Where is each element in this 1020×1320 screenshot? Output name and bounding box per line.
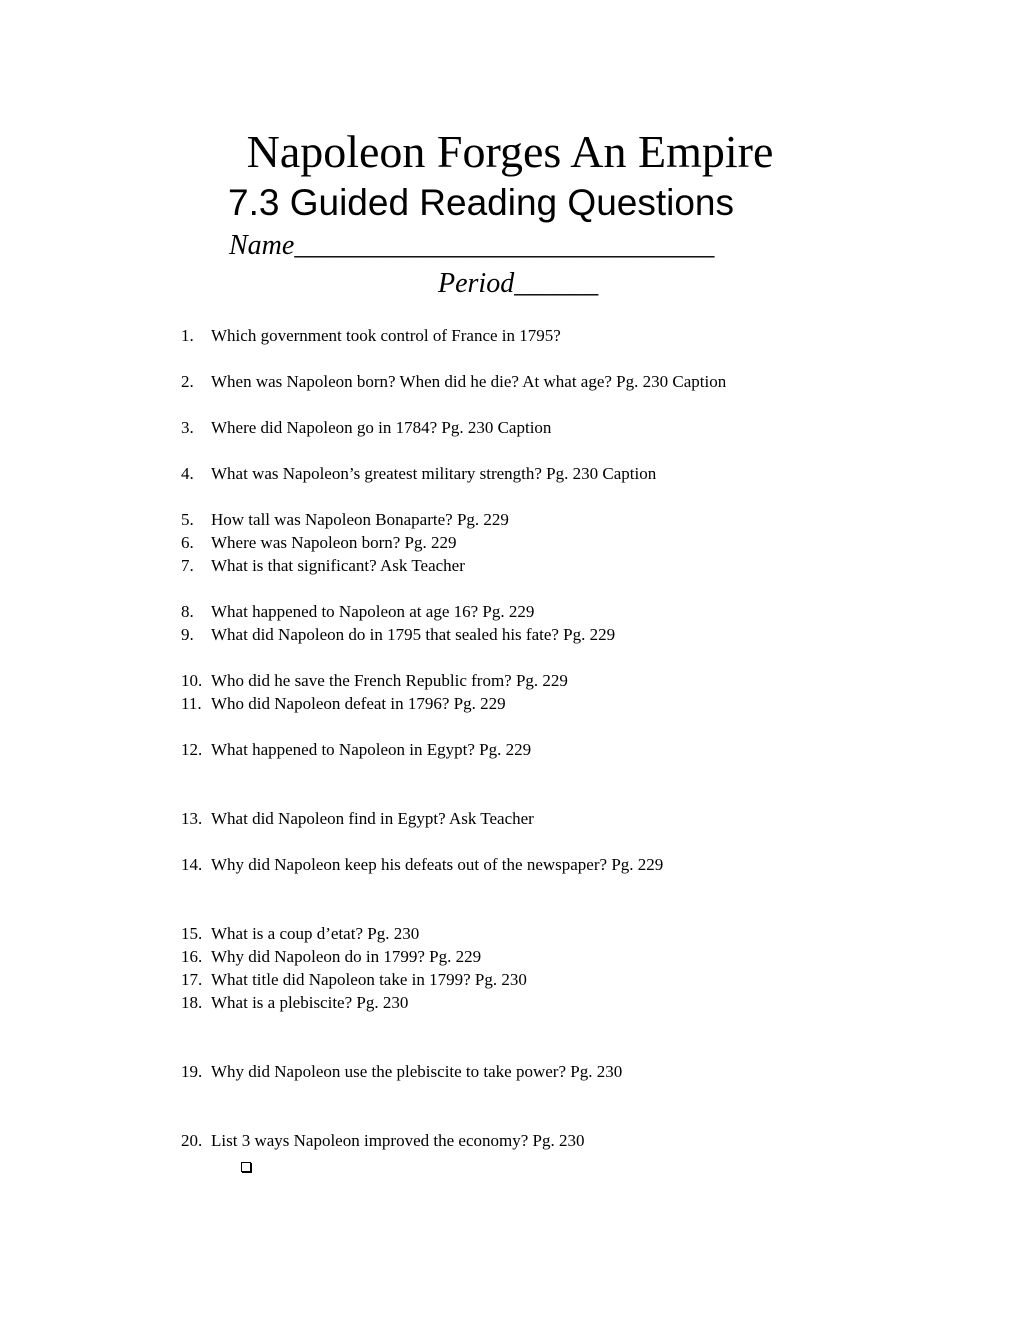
question-item <box>0 808 1020 830</box>
question-text: What happened to Napoleon in Egypt? Pg. 229 <box>211 740 532 759</box>
question-item <box>0 463 1020 485</box>
question-number: 3. <box>181 418 194 437</box>
question-number: 8. <box>181 602 194 621</box>
checkbox-bullet-icon <box>241 1162 251 1172</box>
question-number: 1. <box>181 326 194 345</box>
question-text: What was Napoleon’s greatest military strength? Pg. 230 Caption <box>211 464 657 483</box>
question-item <box>0 417 1020 439</box>
question-number: 5. <box>181 510 194 529</box>
question-item <box>0 992 1020 1014</box>
question-text: What is a coup d’etat? Pg. 230 <box>211 924 420 943</box>
question-number: 11. <box>181 694 202 713</box>
name-field: Name______________________________ <box>229 230 715 261</box>
question-item <box>0 670 1020 692</box>
question-item <box>0 325 1020 347</box>
question-item <box>0 1130 1020 1152</box>
question-number: 16. <box>181 947 203 966</box>
question-text: What is that significant? Ask Teacher <box>211 556 465 575</box>
question-text: What did Napoleon find in Egypt? Ask Teacher <box>211 809 534 828</box>
page-subtitle: 7.3 Guided Reading Questions <box>228 182 735 223</box>
question-item <box>0 854 1020 876</box>
question-item <box>0 923 1020 945</box>
question-number: 14. <box>181 855 203 874</box>
question-item <box>0 946 1020 968</box>
question-text: What is a plebiscite? Pg. 230 <box>211 993 409 1012</box>
question-text: Why did Napoleon do in 1799? Pg. 229 <box>211 947 482 966</box>
question-item <box>0 624 1020 646</box>
question-text: What title did Napoleon take in 1799? Pg. 230 <box>211 970 527 989</box>
question-text: What happened to Napoleon at age 16? Pg. 229 <box>211 602 535 621</box>
question-text: Who did Napoleon defeat in 1796? Pg. 229 <box>211 694 506 713</box>
question-text: Where did Napoleon go in 1784? Pg. 230 Caption <box>211 418 552 437</box>
period-field: Period______ <box>438 268 599 299</box>
question-number: 10. <box>181 671 203 690</box>
question-number: 13. <box>181 809 203 828</box>
page-title: Napoleon Forges An Empire <box>246 126 774 177</box>
question-number: 2. <box>181 372 194 391</box>
question-item <box>0 1061 1020 1083</box>
question-item <box>0 532 1020 554</box>
question-number: 4. <box>181 464 194 483</box>
question-number: 6. <box>181 533 194 552</box>
question-text: List 3 ways Napoleon improved the economy? Pg. 230 <box>211 1131 585 1150</box>
question-number: 7. <box>181 556 194 575</box>
question-item <box>0 601 1020 623</box>
question-item <box>0 555 1020 577</box>
question-number: 12. <box>181 740 203 759</box>
question-item <box>0 371 1020 393</box>
question-text: Why did Napoleon use the plebiscite to take power? Pg. 230 <box>211 1062 623 1081</box>
question-number: 18. <box>181 993 203 1012</box>
question-item <box>0 693 1020 715</box>
question-item <box>0 969 1020 991</box>
question-text: Which government took control of France in 1795? <box>211 326 561 345</box>
question-text: What did Napoleon do in 1795 that sealed his fate? Pg. 229 <box>211 625 616 644</box>
question-number: 19. <box>181 1062 203 1081</box>
question-number: 20. <box>181 1131 203 1150</box>
question-number: 15. <box>181 924 203 943</box>
question-item <box>0 739 1020 761</box>
question-text: How tall was Napoleon Bonaparte? Pg. 229 <box>211 510 509 529</box>
question-text: Why did Napoleon keep his defeats out of the newspaper? Pg. 229 <box>211 855 664 874</box>
question-item <box>0 509 1020 531</box>
question-text: When was Napoleon born? When did he die? At what age? Pg. 230 Caption <box>211 372 727 391</box>
question-text: Where was Napoleon born? Pg. 229 <box>211 533 457 552</box>
question-text: Who did he save the French Republic from? Pg. 229 <box>211 671 568 690</box>
question-number: 17. <box>181 970 203 989</box>
question-number: 9. <box>181 625 194 644</box>
